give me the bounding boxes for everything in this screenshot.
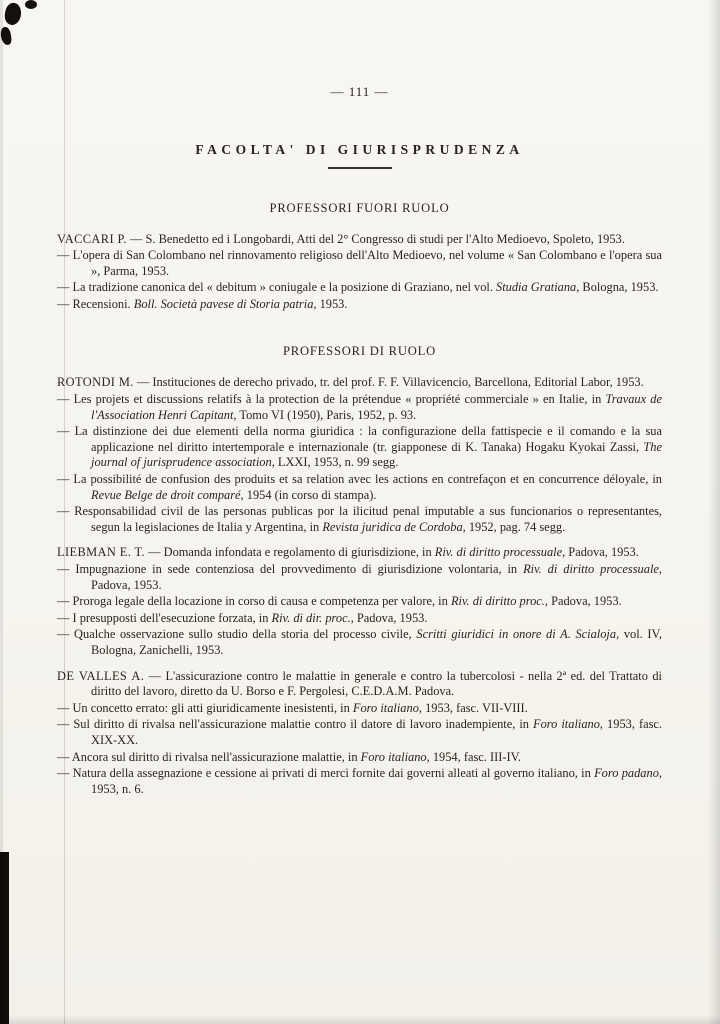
journal-title: Travaux de l'Association Henri Capitant	[91, 392, 662, 422]
item-text: , Padova, 1953.	[544, 594, 622, 609]
journal-title: Scritti giuridici in onore di A. Scialoja	[416, 627, 617, 642]
item-text: — L'assicurazione contro le malattie in generale e contro la tubercolosi - nella 2ª ed. del Trattato di diritto del lavoro, diretto da U. Borso e F. Pergolesi, C.E.D.A.M. Padova.	[91, 668, 662, 699]
bibliography-item	[57, 424, 662, 471]
item-text: — La tradizione canonica del « debitum » coniugale e la posizione di Graziano, nel vol.	[57, 280, 497, 295]
journal-title: Foro italiano	[352, 700, 419, 715]
section-heading: PROFESSORI FUORI RUOLO	[269, 200, 450, 215]
item-text: — Responsabilidad civil de las personas publicas por la ilicitud penal imputable a sus funcionarios o representantes, segun la legislaciones de Italia y Argentina, in	[57, 504, 662, 534]
journal-title: Revue Belge de droit comparé	[91, 487, 241, 502]
item-text: — La possibilité de confusion des produits et sa relation avec les actions en contrefaçon et en concurrence déloyale, in	[57, 472, 662, 487]
bibliography-item	[57, 375, 662, 391]
item-text: — Qualche osservazione sullo studio della storia del processo civile,	[57, 627, 417, 642]
bibliography-item	[57, 766, 662, 797]
item-text: , 1954, fasc. III-IV.	[426, 749, 522, 764]
item-text: — I presupposti dell'esecuzione forzata, in	[57, 610, 272, 625]
entry-author: DE VALLES A.	[57, 668, 145, 683]
journal-title: The journal of jurisprudence association	[91, 439, 662, 470]
journal-title: Foro italiano	[533, 717, 600, 732]
sections-container	[57, 201, 662, 798]
item-text: , Padova, 1953.	[91, 562, 662, 592]
bibliography-item	[57, 717, 662, 748]
item-text: , Padova, 1953.	[350, 610, 428, 625]
bibliography-item	[57, 248, 662, 279]
entry-author: LIEBMAN E. T.	[57, 545, 146, 560]
journal-title: Riv. di diritto proc.	[450, 594, 545, 609]
item-text: — Un concetto errato: gli atti giuridicamente inesistenti, in	[57, 700, 353, 715]
item-text: — Impugnazione in sede contenziosa del provvedimento di giurisdizione volontaria, in	[57, 562, 524, 576]
bibliography-entry	[57, 545, 662, 658]
bibliography-item	[57, 611, 662, 627]
item-text: — Recensioni.	[57, 296, 134, 311]
entry-author: VACCARI P.	[57, 231, 127, 246]
bibliography-item	[57, 297, 662, 313]
item-text: , Padova, 1953.	[562, 545, 639, 560]
bibliography-entry	[57, 232, 662, 313]
bibliography-item	[57, 594, 662, 610]
item-text: — Proroga legale della locazione in corso di causa e competenza per valore, in	[57, 594, 451, 609]
item-text: — Les projets et discussions relatifs à la protection de la prétendue « propriété commerciale » en Italie, in	[57, 392, 606, 407]
item-text: , 1954 (in corso di stampa).	[240, 487, 377, 502]
page-number: — 111 —	[330, 84, 389, 99]
journal-title: Foro italiano	[360, 749, 427, 764]
bibliography-item	[57, 562, 662, 593]
item-text: , Bologna, 1953.	[576, 280, 659, 295]
entry-author: ROTONDI M.	[57, 375, 134, 390]
bibliography-item	[57, 669, 662, 700]
section	[57, 201, 662, 313]
item-text: — Domanda infondata e regolamento di giurisdizione, in	[145, 545, 435, 560]
bibliography-entry	[57, 669, 662, 798]
bibliography-entry	[57, 375, 662, 535]
bibliography-item	[57, 504, 662, 535]
journal-title: Studia Gratiana	[496, 280, 577, 295]
item-text: — Ancora sul diritto di rivalsa nell'assicurazione malattie, in	[57, 749, 361, 764]
bibliography-item	[57, 472, 662, 503]
bibliography-item	[57, 545, 662, 561]
section-heading: PROFESSORI DI RUOLO	[282, 344, 437, 359]
page-title: FACOLTA' DI GIURISPRUDENZA	[195, 142, 524, 157]
item-text: , 1953, fasc. XIX-XX.	[91, 717, 663, 747]
bibliography-item	[57, 280, 662, 296]
journal-title: Riv. di dir. proc.	[271, 610, 351, 625]
bibliography-item	[57, 627, 662, 658]
item-text: , Tomo VI (1950), Paris, 1952, p. 93.	[233, 407, 417, 422]
item-text: , 1953.	[313, 296, 348, 311]
journal-title: Revista juridica de Cordoba	[322, 519, 463, 534]
title-underline	[328, 167, 392, 169]
item-text: , 1953, fasc. VII-VIII.	[418, 700, 528, 715]
journal-title: Riv. di diritto processuale	[434, 545, 563, 560]
item-text: , 1952, pag. 74 segg.	[462, 519, 566, 534]
item-text: — Natura della assegnazione e cessione ai privati di merci fornite dai governi alleati al governo italiano, in	[57, 766, 595, 781]
item-text: — La distinzione dei due elementi della norma giuridica : la configurazione della fattispecie e il comando e la sua applicazione nel diritto intertemporale e internazionale (tr. giapponese di K. Tanaka) Hogaku Kyokai Zassi,	[57, 424, 662, 454]
item-text: , LXXI, 1953, n. 99 segg.	[271, 455, 399, 470]
item-text: — Instituciones de derecho privado, tr. del prof. F. F. Villavicencio, Barcellona, Editorial Labor, 1953.	[133, 375, 644, 390]
bibliography-item	[57, 392, 662, 423]
bibliography-item	[57, 701, 662, 717]
journal-title: Riv. di diritto processuale	[523, 562, 659, 576]
item-text: — S. Benedetto ed i Longobardi, Atti del 2° Congresso di studi per l'Alto Medioevo, Spoleto, 1953.	[126, 231, 625, 246]
item-text: , 1953, n. 6.	[91, 766, 663, 796]
journal-title: Boll. Società pavese di Storia patria	[133, 296, 314, 311]
journal-title: Foro padano	[594, 766, 659, 781]
bibliography-item	[57, 750, 662, 766]
item-text: , vol. IV, Bologna, Zanichelli, 1953.	[91, 627, 662, 657]
bibliography-item	[57, 232, 662, 248]
item-text: — L'opera di San Colombano nel rinnovamento religioso dell'Alto Medioevo, nel volume « San Colombano e l'opera sua », Parma, 1953.	[57, 248, 662, 278]
item-text: — Sul diritto di rivalsa nell'assicurazione malattie contro il datore di lavoro inadempiente, in	[57, 717, 534, 732]
section	[57, 344, 662, 797]
